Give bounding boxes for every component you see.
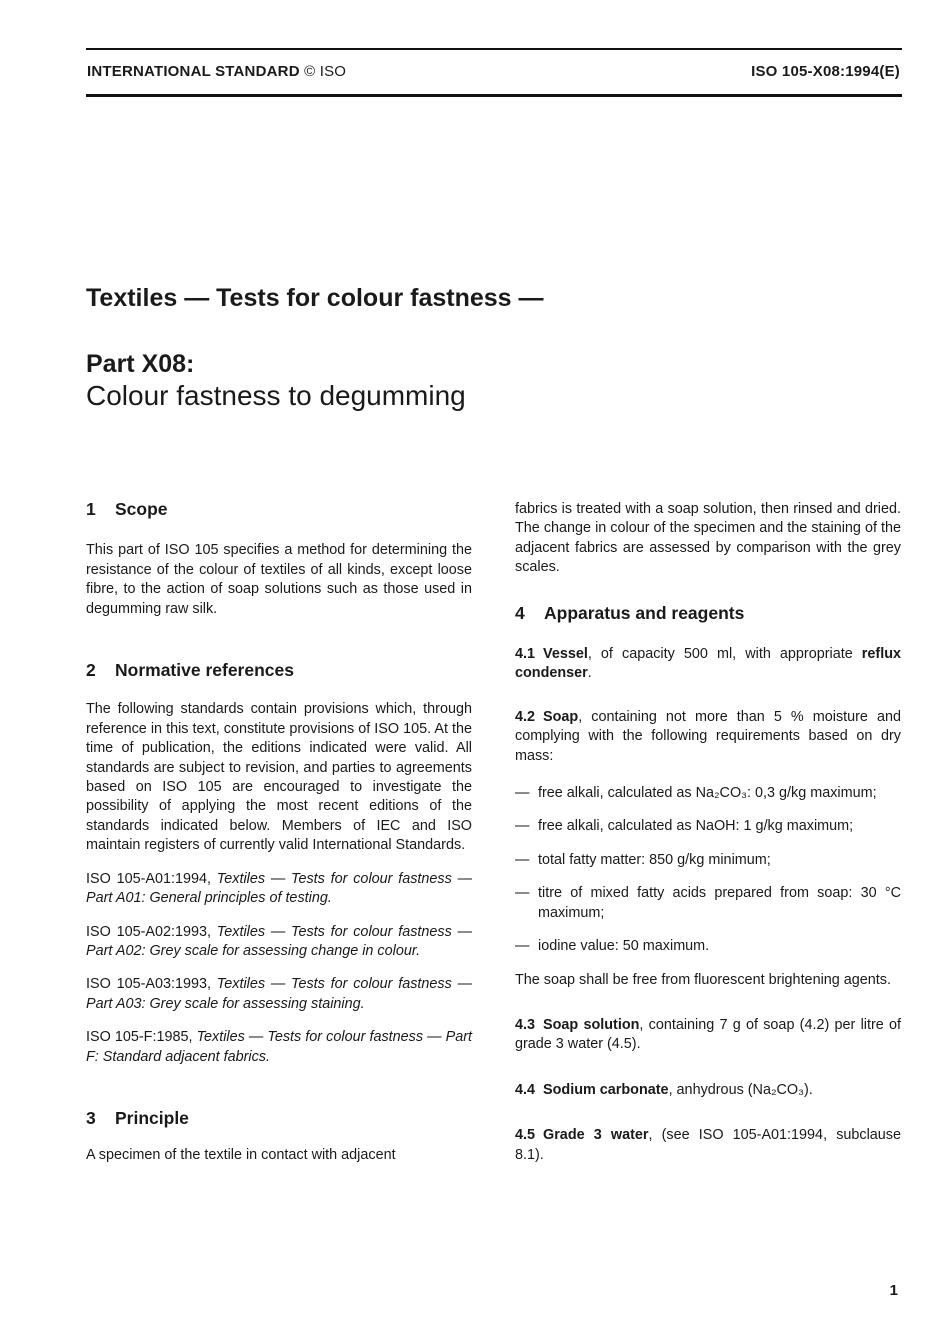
- clause-4-1: 4.1 Vessel, of capacity 500 ml, with appropriate reflux condenser.: [515, 646, 901, 682]
- reference-item: ISO 105-A02:1993, Textiles — Tests for colour fastness — Part A02: Grey scale for assessing change in colour.: [86, 923, 472, 959]
- section-3-heading: 3 Principle: [86, 1107, 189, 1128]
- right-column: [515, 500, 901, 1179]
- page-number: 1: [889, 1282, 898, 1299]
- header-standard-label: INTERNATIONAL STANDARD © ISO: [87, 63, 347, 80]
- header-top-rule: [86, 48, 902, 50]
- clause-4-3: 4.3 Soap solution, containing 7 g of soap (4.2) per litre of grade 3 water (4.5).: [515, 1016, 901, 1053]
- left-column: [86, 500, 472, 1180]
- soap-requirement-item: — total fatty matter: 850 g/kg minimum;: [515, 851, 771, 868]
- clause-4-5: 4.5 Grade 3 water, (see ISO 105-A01:1994, subclause 8.1).: [515, 1127, 901, 1163]
- reference-item: ISO 105-A01:1994, Textiles — Tests for colour fastness — Part A01: General principles of testing.: [86, 870, 472, 907]
- principle-text-start: A specimen of the textile in contact with adjacent: [86, 1147, 396, 1164]
- principle-text-continued: fabrics is treated with a soap solution, then rinsed and dried. The change in colour of the specimen and the staining of the adjacent fabrics are assessed by comparison with the grey scales.: [515, 501, 901, 576]
- header-bottom-rule: [86, 94, 902, 97]
- reference-item: ISO 105-A03:1993, Textiles — Tests for colour fastness — Part A03: Grey scale for assessing staining.: [86, 976, 472, 1012]
- section-2-heading: 2 Normative references: [86, 660, 294, 681]
- section-4-heading: 4 Apparatus and reagents: [515, 602, 745, 623]
- section-1-heading: 1 Scope: [86, 499, 168, 519]
- soap-requirement-item: — titre of mixed fatty acids prepared from soap: 30 °C maximum;: [515, 885, 901, 921]
- normative-intro: The following standards contain provisions which, through reference in this text, constitute provisions of ISO 105. At the time of publication, the editions indicated were valid. All standards are subject to revision, and parties to agreements based on ISO 105 are encouraged to investigate the possibility of applying the most recent editions of the standards indicated below. Members of IEC and ISO maintain registers of currently valid International Standards.: [86, 701, 472, 854]
- part-number: Part X08:: [86, 350, 195, 378]
- part-subtitle: Colour fastness to degumming: [86, 380, 466, 411]
- header-standard-number: ISO 105-X08:1994(E): [751, 63, 900, 80]
- reference-item: ISO 105-F:1985, Textiles — Tests for colour fastness — Part F: Standard adjacent fabrics.: [86, 1029, 472, 1065]
- scope-text: This part of ISO 105 specifies a method for determining the resistance of the colour of textiles of all kinds, except loose fibre, to the action of soap solutions such as those used in degumming raw silk.: [86, 542, 472, 617]
- document-title: Textiles — Tests for colour fastness —: [86, 284, 544, 312]
- soap-note: The soap shall be free from fluorescent brightening agents.: [515, 971, 891, 988]
- soap-requirement-item: — iodine value: 50 maximum.: [515, 938, 710, 955]
- clause-4-4: 4.4 Sodium carbonate, anhydrous (Na₂CO₃).: [515, 1081, 813, 1098]
- soap-requirement-item: — free alkali, calculated as Na₂CO₃: 0,3 g/kg maximum;: [515, 785, 877, 802]
- copyright-iso: © ISO: [304, 63, 347, 80]
- clause-4-2: 4.2 Soap, containing not more than 5 % moisture and complying with the following requirements based on dry mass:: [515, 708, 901, 764]
- soap-requirement-item: — free alkali, calculated as NaOH: 1 g/kg maximum;: [515, 818, 854, 835]
